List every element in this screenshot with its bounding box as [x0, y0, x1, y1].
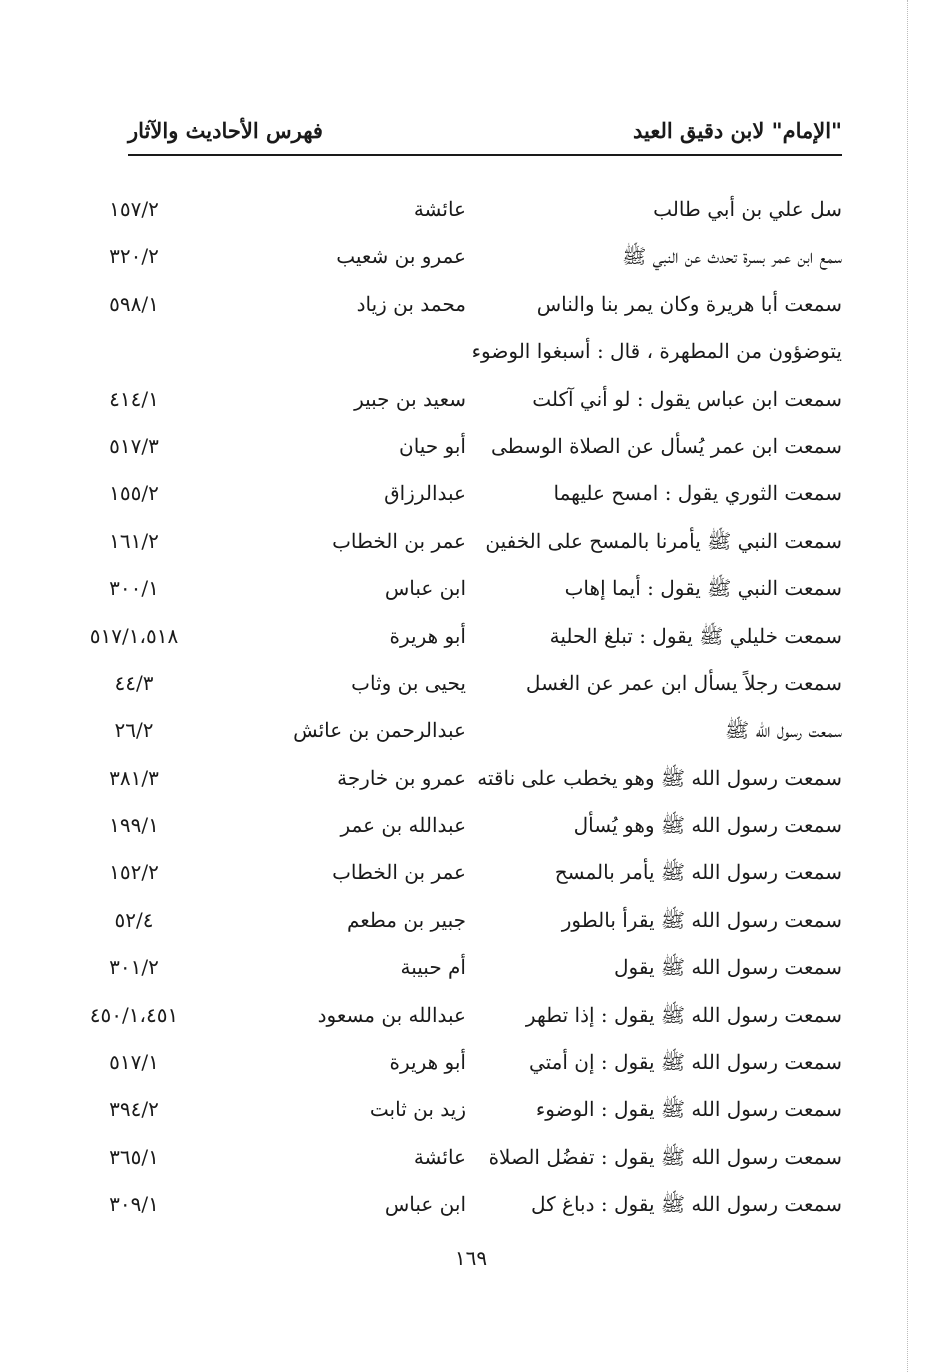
reference: ٢٦/٢ — [114, 718, 154, 743]
reference: ٥٢/٤ — [114, 907, 154, 932]
index-entry — [0, 186, 942, 233]
hadith-text: سمعت ابن عباس يقول : لو أني آكلت — [532, 386, 842, 411]
hadith-text: سمعت أبا هريرة وكان يمر بنا والناس — [536, 291, 842, 316]
hadith-text: يتوضؤون من المطهرة ، قال : أسبغوا الوضوء — [471, 339, 842, 364]
reference: ٥١٧/٣ — [109, 433, 159, 458]
hadith-text: سمعت رسول الله ﷺ يقول : الوضوء — [535, 1097, 842, 1122]
index-entry — [0, 281, 942, 328]
hadith-text: سمعت رسول الله ﷺ وهو يُسأل — [573, 813, 842, 838]
reference: ٤١٤/١ — [109, 386, 159, 411]
index-entry — [0, 1181, 942, 1228]
narrator: محمد بن زياد — [356, 291, 466, 316]
narrator: ابن عباس — [384, 576, 466, 601]
hadith-text: سمعت رسول الله ﷺ يقول — [613, 955, 842, 980]
narrator: أم حبيبة — [400, 955, 466, 980]
reference: ٥١٧/١ — [109, 1050, 159, 1075]
narrator: أبو هريرة — [389, 623, 466, 648]
narrator: عمرو بن شعيب — [336, 244, 466, 269]
narrator: عائشة — [413, 1144, 466, 1169]
reference: ١٩٩/١ — [109, 813, 159, 838]
narrator: عائشة — [413, 197, 466, 221]
index-entry — [0, 376, 942, 423]
hadith-text: سمعت رسول الله ﷺ يأمر بالمسح — [554, 860, 842, 885]
index-entry — [0, 565, 942, 612]
index-entry — [0, 707, 942, 754]
narrator: عبدالله بن مسعود — [317, 1002, 466, 1027]
page-header — [128, 118, 842, 156]
reference: ١٥٥/٢ — [109, 481, 159, 506]
narrator: عمر بن الخطاب — [332, 860, 466, 885]
index-entry — [0, 1134, 942, 1181]
hadith-text: سمعت الثوري يقول : امسح عليهما — [553, 481, 842, 506]
index-entry — [0, 660, 942, 707]
narrator: جبير بن مطعم — [346, 907, 466, 932]
index-entry — [0, 802, 942, 849]
index-entry — [0, 1086, 942, 1133]
hadith-text: سمعت رسول الله ﷺ يقرأ بالطور — [561, 907, 842, 932]
index-entry — [0, 755, 942, 802]
index-entry — [0, 423, 942, 470]
narrator: ابن عباس — [384, 1192, 466, 1217]
hadith-text: سمعت رسول الله ﷺ وهو يخطب على ناقته — [477, 765, 842, 790]
index-title: فهرس الأحاديث والآثار — [128, 118, 323, 143]
narrator: عمرو بن خارجة — [337, 765, 466, 790]
hadith-text: سمعت خليلي ﷺ يقول : تبلغ الحلية — [549, 623, 842, 648]
reference: ٣٠٩/١ — [109, 1192, 159, 1217]
narrator: أبو حيان — [399, 433, 466, 458]
index-entry — [0, 518, 942, 565]
hadith-text: سمع ابن عمر بسرة تحدث عن النبي ﷺ — [622, 244, 842, 269]
hadith-text: سمعت النبي ﷺ يأمرنا بالمسح على الخفين — [485, 528, 842, 553]
hadith-text: سمعت النبي ﷺ يقول : أيما إهاب — [564, 576, 842, 601]
reference: ٣٦٥/١ — [109, 1144, 159, 1169]
reference: ٥٩٨/١ — [109, 291, 159, 316]
page-number: ١٦٩ — [454, 1246, 488, 1270]
reference: ٤٥٠/١،٤٥١ — [89, 1002, 179, 1027]
hadith-text: سل علي بن أبي طالب — [653, 197, 842, 221]
index-entry — [0, 1039, 942, 1086]
hadith-text: سمعت رسول الله ﷺ يقول : إن أمتي — [528, 1050, 842, 1075]
reference: ٣٠١/٢ — [109, 955, 159, 980]
reference: ١٥٢/٢ — [109, 860, 159, 885]
narrator: أبو هريرة — [389, 1050, 466, 1075]
index-entry — [0, 470, 942, 517]
narrator: سعيد بن جبير — [354, 386, 466, 411]
index-entry — [0, 992, 942, 1039]
hadith-text: سمعت ابن عمر يُسأل عن الصلاة الوسطى — [490, 433, 842, 458]
hadith-text: سمعت رسول الله ﷺ — [725, 718, 842, 743]
index-entry — [0, 613, 942, 660]
index-entry — [0, 849, 942, 896]
hadith-text: سمعت رسول الله ﷺ يقول : إذا تطهر — [525, 1002, 842, 1027]
reference: ٣٨١/٣ — [109, 765, 159, 790]
reference: ١٥٧/٢ — [109, 197, 159, 221]
narrator: عبدالرزاق — [384, 481, 466, 506]
narrator: يحيى بن وثاب — [351, 670, 466, 695]
index-entry — [0, 897, 942, 944]
narrator: زيد بن ثابت — [369, 1097, 466, 1122]
hadith-text: سمعت رسول الله ﷺ يقول : تفضُل الصلاة — [488, 1144, 842, 1169]
reference: ٣٢٠/٢ — [109, 244, 159, 269]
narrator: عبدالرحمن بن عائش — [293, 718, 466, 743]
reference: ١٦١/٢ — [109, 528, 159, 553]
reference: ٣٩٤/٢ — [109, 1097, 159, 1122]
reference: ٥١٧/١،٥١٨ — [89, 623, 179, 648]
hadith-text: سمعت رجلاً يسأل ابن عمر عن الغسل — [525, 670, 842, 695]
index-entry — [0, 233, 942, 280]
narrator: عمر بن الخطاب — [332, 528, 466, 553]
book-title: "الإمام" لابن دقيق العيد — [632, 118, 842, 143]
hadith-text: سمعت رسول الله ﷺ يقول : دباغ كل — [531, 1192, 842, 1217]
index-entry — [0, 944, 942, 991]
index-entries — [0, 186, 942, 1229]
reference: ٤٤/٣ — [114, 670, 154, 695]
reference: ٣٠٠/١ — [109, 576, 159, 601]
index-entry-continuation — [0, 328, 942, 375]
narrator: عبدالله بن عمر — [340, 813, 466, 838]
